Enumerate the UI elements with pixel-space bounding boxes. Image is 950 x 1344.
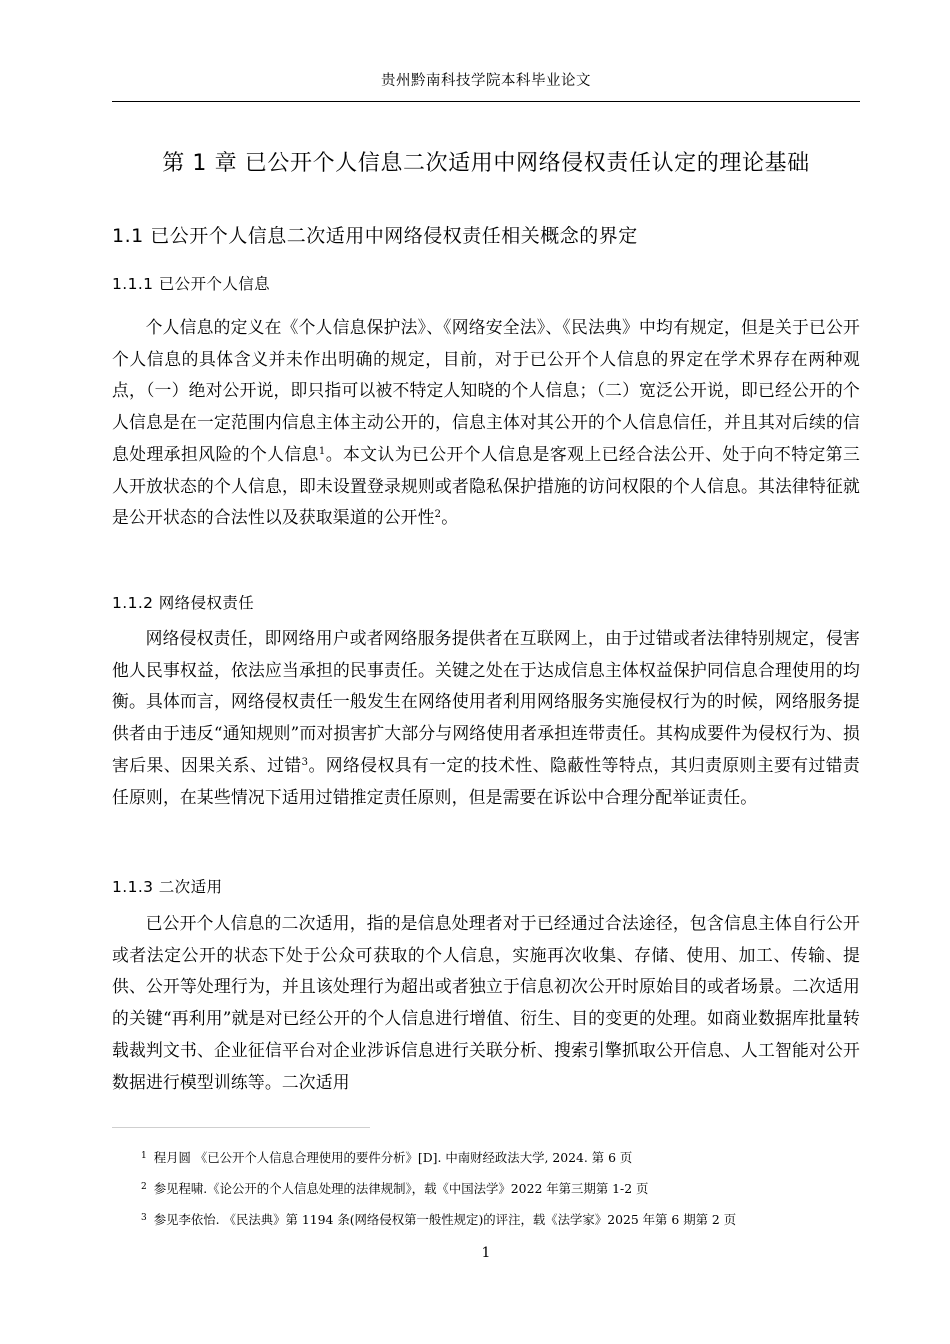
footnote-3 bbox=[141, 1210, 860, 1230]
paragraph-secondary-use: 已公开个人信息的二次适用，指的是信息处理者对于已经通过合法途径，包含信息主体自行公开或者法定公开的状态下处于公众可获取的个人信息，实施再次收集、存储、使用、加工、传输、提供、公开等处理行为，并且该处理行为超出或者独立于信息初次公开时原始目的或者场景。二次适用的关键“再利用”就是对已经公开的个人信息进行增值、衍生、目的变更的处理。如商业数据库批量转载裁判文书、企业征信平台对企业涉诉信息进行关联分析、搜索引擎抓取公开信息、人工智能对公开数据进行模型训练等。二次适用 bbox=[112, 913, 860, 1092]
paragraph-text: 个人信息的定义在《个人信息保护法》、《网络安全法》、《民法典》中均有规定，但是关于已公开个人信息的具体含义并未作出明确的规定，目前，对于已公开个人信息的界定在学术界存在两种观点，（一）绝对公开说，即只指可以被不特定人知晓的个人信息；（二）宽泛公开说，即已经公开的个人信息是在一定范围内信息主体主动公开的，信息主体对其公开的个人信息信任，并且其对后续的信息处理承担风险的个人信息 bbox=[112, 317, 860, 464]
paragraph-network-tort-liability bbox=[112, 623, 860, 813]
paragraph-text: 。本文认为已公开个人信息是客观上已经合法公开、处于向不特定第三人开放状态的个人信息，即未设置登录规则或者隐私保护措施的访问权限的个人信息。其法律特征就是公开状态的合法性以及获取渠道的公开性 bbox=[112, 443, 861, 528]
footnote-ref-3: 3 bbox=[301, 756, 309, 768]
running-header: 贵州黔南科技学院本科毕业论文 bbox=[381, 73, 591, 89]
footnote-text: 参见李依怡. 《民法典》第 1194 条(网络侵权第一般性规定)的评注，载《法学家》2025 年第 6 期第 2 页 bbox=[153, 1212, 737, 1227]
chapter-title: 第 1 章 已公开个人信息二次适用中网络侵权责任认定的理论基础 bbox=[162, 151, 810, 176]
subsection-title-1-1-2: 1.1.2 网络侵权责任 bbox=[112, 594, 255, 612]
footnote-number: 1 bbox=[141, 1151, 147, 1161]
footnote-text: 参见程啸.《论公开的个人信息处理的法律规制》，载《中国法学》2022 年第三期第 1-2 页 bbox=[153, 1181, 649, 1196]
footnote-2 bbox=[141, 1179, 860, 1199]
header-rule bbox=[112, 101, 860, 102]
paragraph-published-personal-information bbox=[112, 312, 860, 534]
paragraph-text: 。 bbox=[441, 507, 459, 528]
subsection-title-1-1-1: 1.1.1 已公开个人信息 bbox=[112, 275, 271, 293]
page-number: 1 bbox=[481, 1245, 491, 1261]
paragraph-text: 。网络侵权具有一定的技术性、隐蔽性等特点，其归责原则主要有过错责任原则，在某些情况下适用过错推定责任原则，但是需要在诉讼中合理分配举证责任。 bbox=[112, 754, 860, 807]
footnote-number: 2 bbox=[141, 1182, 147, 1192]
footnote-number: 3 bbox=[141, 1213, 147, 1223]
footnote-text: 程月圆 《已公开个人信息合理使用的要件分析》[D]. 中南财经政法大学, 2024. 第 6 页 bbox=[153, 1150, 633, 1165]
section-title-1-1: 1.1 已公开个人信息二次适用中网络侵权责任相关概念的界定 bbox=[112, 225, 638, 247]
paragraph-text: 网络侵权责任，即网络用户或者网络服务提供者在互联网上，由于过错或者法律特别规定，侵害他人民事权益，依法应当承担的民事责任。关键之处在于达成信息主体权益保护同信息合理使用的均衡。具体而言，网络侵权责任一般发生在网络使用者利用网络服务实施侵权行为的时候，网络服务提供者由于违反“通知规则”而对损害扩大部分与网络使用者承担连带责任。其构成要件为侵权行为、损害后果、因果关系、过错 bbox=[112, 628, 860, 775]
footnote-rule bbox=[112, 1127, 370, 1128]
subsection-title-1-1-3: 1.1.3 二次适用 bbox=[112, 878, 223, 896]
footnote-ref-2: 2 bbox=[434, 509, 442, 521]
footnote-1 bbox=[141, 1148, 860, 1168]
footnote-ref-1: 1 bbox=[318, 445, 326, 457]
